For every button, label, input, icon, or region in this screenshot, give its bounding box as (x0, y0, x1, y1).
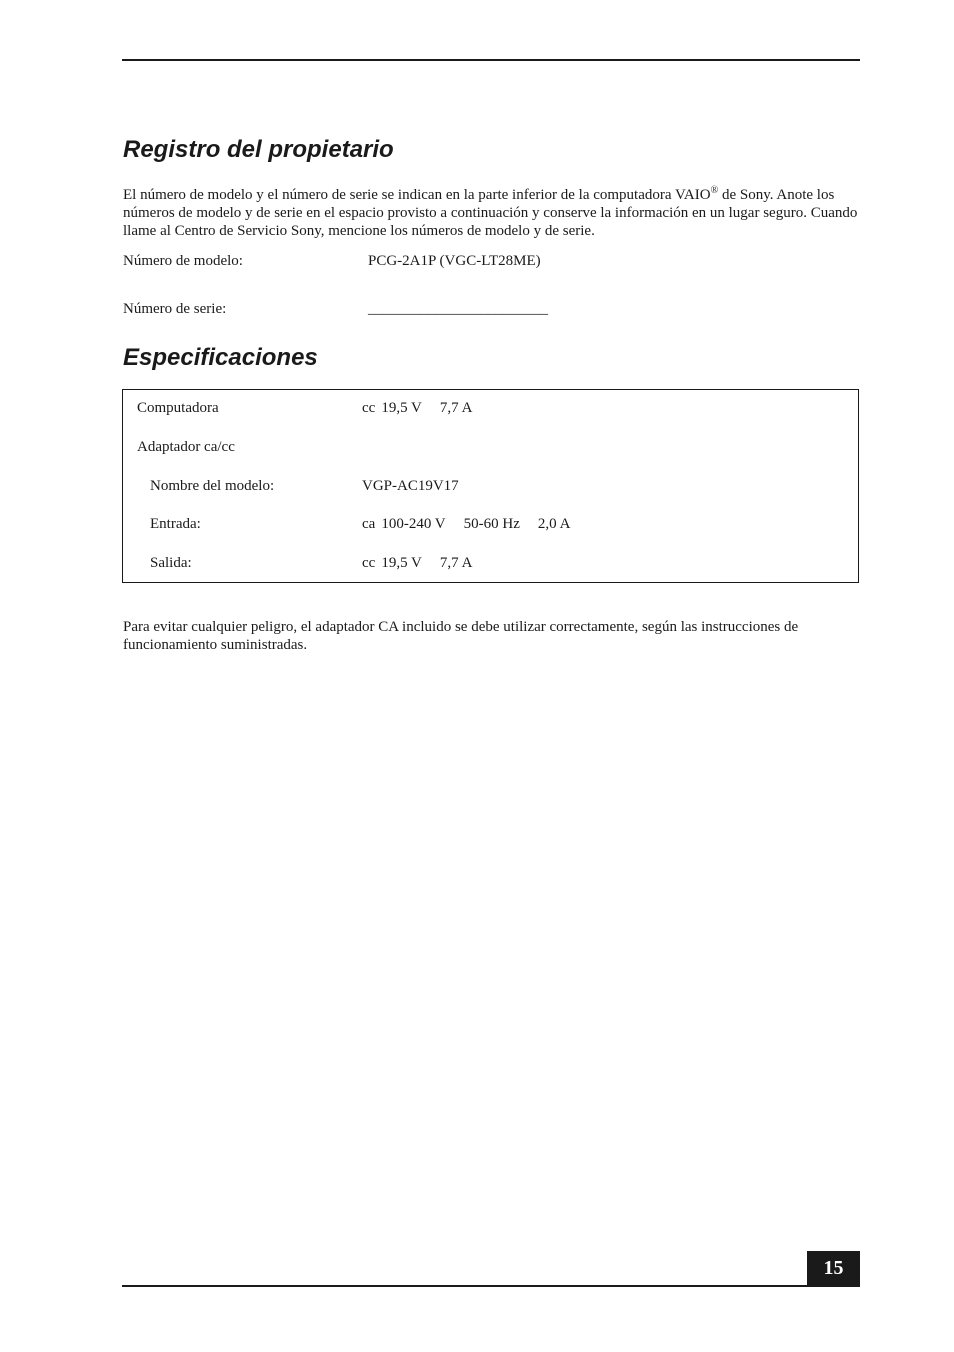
specifications-table (122, 389, 859, 583)
spec-label: Nombre del modelo: (150, 478, 275, 494)
spec-amperage: 2,0 A (537, 516, 571, 532)
spec-voltage: 19,5 V (381, 400, 422, 416)
spec-label: Entrada: (150, 516, 201, 532)
spec-value (362, 399, 472, 417)
spec-row-salida (123, 554, 858, 572)
spec-label: Salida: (150, 555, 192, 571)
spec-current-type: cc (362, 400, 376, 416)
spec-adapter-model: VGP-AC19V17 (362, 478, 459, 494)
top-rule (122, 59, 860, 61)
section-title-especificaciones: Especificaciones (123, 344, 318, 371)
model-number-value: PCG-2A1P (VGC-LT28ME) (368, 253, 541, 269)
spec-row-entrada (123, 515, 858, 533)
bottom-rule (122, 1285, 860, 1287)
safety-note-paragraph: Para evitar cualquier peligro, el adaptador CA incluido se debe utilizar correctamente, según las instrucciones de funcionamiento suministradas. (123, 619, 799, 653)
serial-number-blank: ________________________ (368, 301, 548, 317)
spec-amperage: 7,7 A (439, 400, 473, 416)
spec-value (362, 554, 472, 572)
registered-trademark-mark: ® (710, 185, 719, 196)
registro-intro-paragraph (123, 186, 863, 240)
spec-amperage: 7,7 A (439, 555, 473, 571)
spec-voltage: 19,5 V (381, 555, 422, 571)
spec-label: Adaptador ca/cc (137, 439, 235, 455)
spec-frequency: 50-60 Hz (463, 516, 520, 532)
spec-row-adaptador (123, 438, 858, 456)
spec-value (362, 477, 459, 495)
spec-current-type: ca (362, 516, 376, 532)
spec-voltage: 100-240 V (381, 516, 446, 532)
intro-text-start: El número de modelo y el número de serie se indican en la parte inferior de la computadora VAIO (123, 187, 711, 203)
spec-value (362, 515, 570, 533)
intro-text-end: de Sony. Anote los números de modelo y de serie en el espacio provisto a continuación y conserve la información en un lugar seguro. Cuando llame al Centro de Servicio Sony, mencione los números de modelo y de serie. (123, 187, 858, 239)
section-title-registro: Registro del propietario (123, 136, 394, 163)
spec-row-computadora (123, 399, 858, 417)
spec-current-type: cc (362, 555, 376, 571)
serial-number-label: Número de serie: (123, 301, 227, 317)
page-number: 15 (807, 1251, 860, 1287)
spec-label: Computadora (137, 400, 219, 416)
spec-row-nombre-modelo (123, 477, 858, 495)
model-number-label: Número de modelo: (123, 253, 243, 269)
